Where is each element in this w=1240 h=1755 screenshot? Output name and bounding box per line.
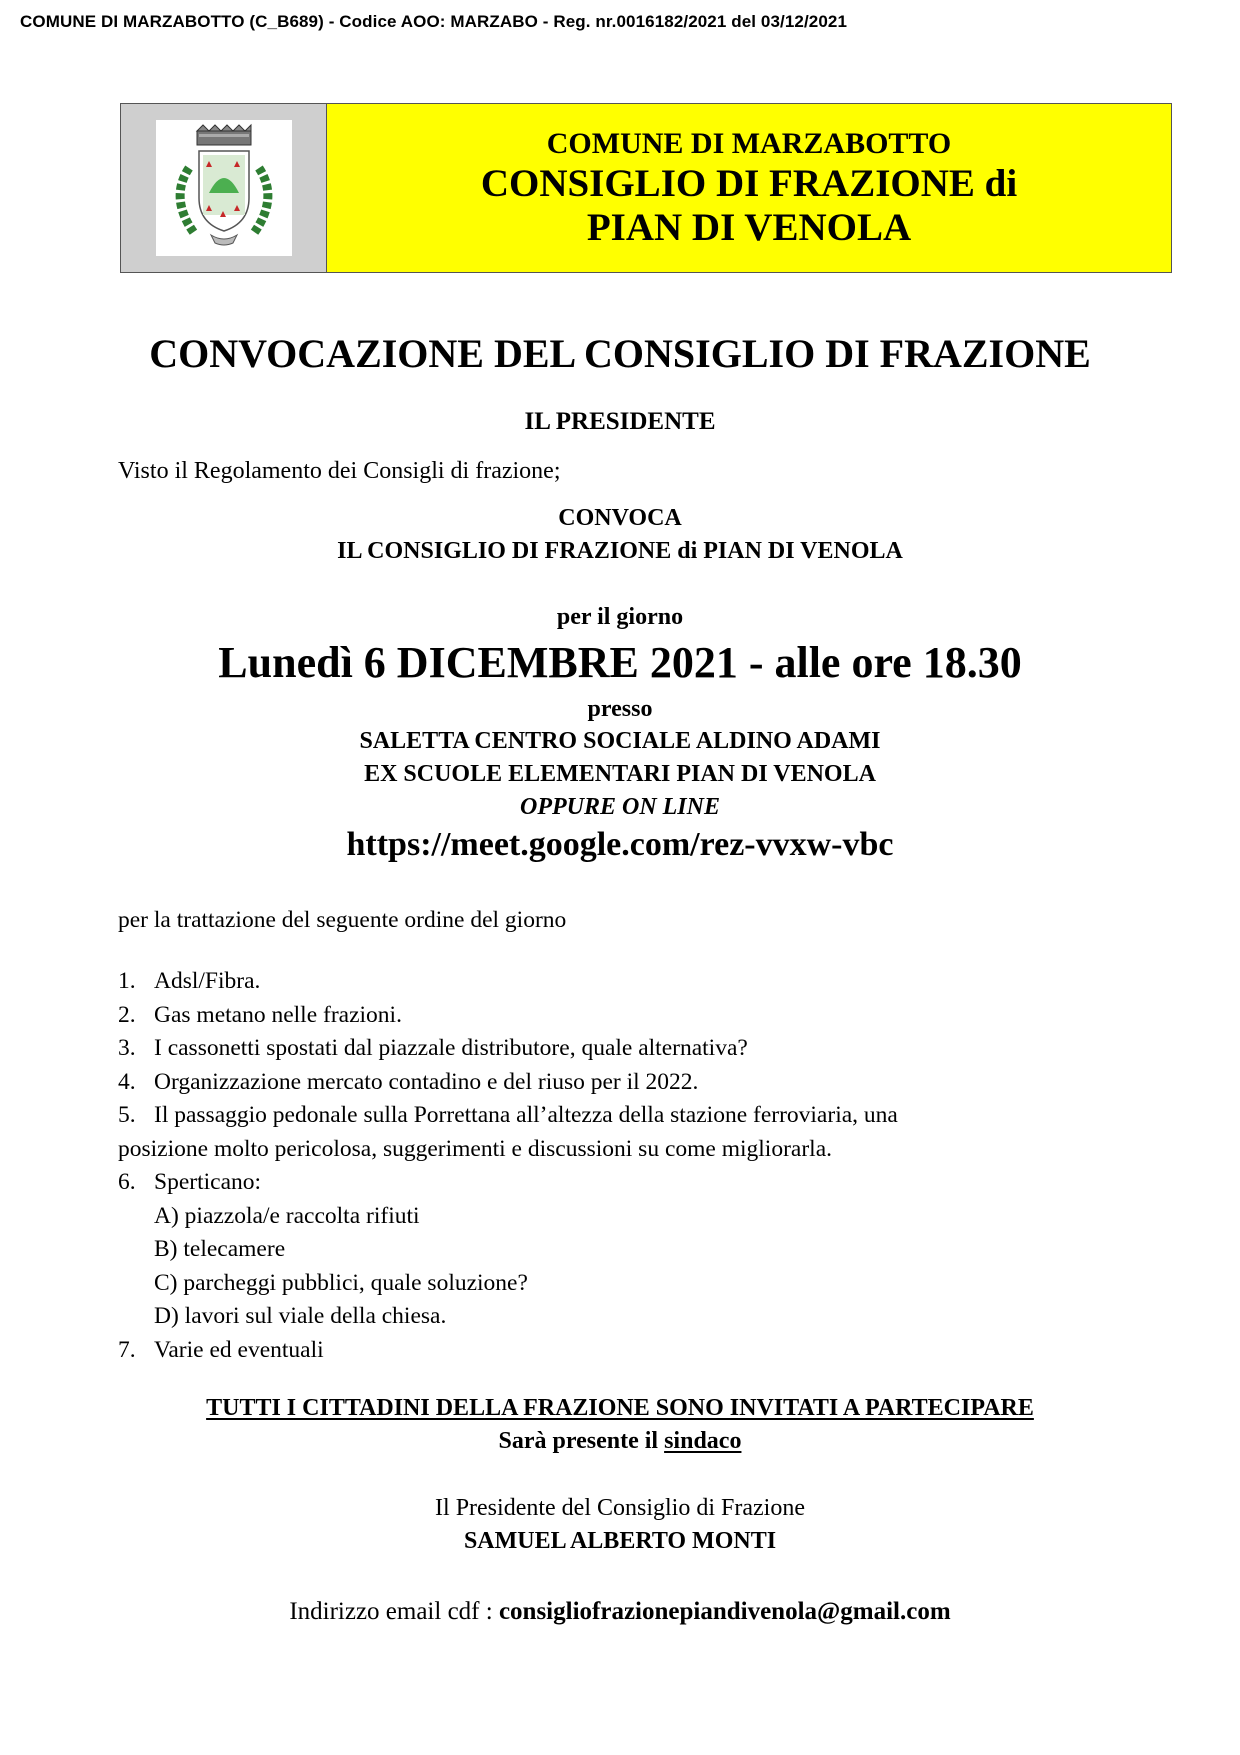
mayor-word: sindaco xyxy=(664,1428,742,1454)
venue-line-1: SALETTA CENTRO SOCIALE ALDINO ADAMI xyxy=(359,728,881,754)
visto-line: Visto il Regolamento dei Consigli di frazione; xyxy=(118,458,561,484)
list-item: 5. Il passaggio pedonale sulla Porrettana all’altezza della stazione ferroviaria, una xyxy=(118,1102,898,1128)
list-item: 3. I cassonetti spostati dal piazzale distributore, quale alternativa? xyxy=(118,1035,748,1061)
email-address[interactable]: consigliofrazionepiandivenola@gmail.com xyxy=(498,1598,951,1625)
sub-list-item: C) parcheggi pubblici, quale soluzione? xyxy=(154,1269,528,1296)
sub-list-item: D) lavori sul viale della chiesa. xyxy=(154,1303,447,1329)
convoca-heading: CONVOCA xyxy=(558,505,682,531)
venue-line-2: EX SCUOLE ELEMENTARI PIAN DI VENOLA xyxy=(364,761,876,787)
per-il-giorno: per il giorno xyxy=(556,604,684,630)
list-item: 7. Varie ed eventuali xyxy=(118,1336,324,1363)
email-line: Indirizzo email cdf : consigliofrazionepiandivenola@gmail.com xyxy=(289,1598,951,1625)
list-item: 4. Organizzazione mercato contadino e del riuso per il 2022. xyxy=(118,1068,699,1095)
letterhead-municipality: COMUNE DI MARZABOTTO xyxy=(546,127,952,160)
president-heading: IL PRESIDENTE xyxy=(524,408,716,435)
signature-title: Il Presidente del Consiglio di Frazione xyxy=(435,1495,805,1521)
letterhead-locality: PIAN DI VENOLA xyxy=(586,206,912,249)
agenda-list xyxy=(118,965,1118,1367)
list-item: 2. Gas metano nelle frazioni. xyxy=(118,1001,402,1028)
signature-name: SAMUEL ALBERTO MONTI xyxy=(463,1528,777,1554)
online-label: OPPURE ON LINE xyxy=(519,794,720,820)
list-item: 1. Adsl/Fibra. xyxy=(118,968,261,994)
letterhead xyxy=(120,103,1172,273)
sub-list-item: B) telecamere xyxy=(154,1236,286,1262)
mayor-line: Sarà presente il sindaco xyxy=(498,1428,742,1454)
convoca-target: IL CONSIGLIO DI FRAZIONE di PIAN DI VENOLA xyxy=(337,538,903,564)
list-item: 6. Sperticano: xyxy=(118,1169,262,1195)
invite-line: TUTTI I CITTADINI DELLA FRAZIONE SONO INVITATI A PARTECIPARE xyxy=(206,1395,1034,1421)
municipal-crest-icon xyxy=(156,120,292,256)
protocol-header: COMUNE DI MARZABOTTO (C_B689) - Codice AOO: MARZABO - Reg. nr.0016182/2021 del 03/12/2021 xyxy=(20,12,848,31)
agenda-intro: per la trattazione del seguente ordine del giorno xyxy=(118,907,567,933)
letterhead-title xyxy=(327,104,1171,272)
main-title: CONVOCAZIONE DEL CONSIGLIO DI FRAZIONE xyxy=(149,331,1091,376)
list-item-continuation: posizione molto pericolosa, suggerimenti e discussioni su come migliorarla. xyxy=(118,1135,832,1162)
meeting-date-time: Lunedì 6 DICEMBRE 2021 - alle ore 18.30 xyxy=(218,638,1022,687)
crest-cell xyxy=(121,104,327,272)
meet-link[interactable]: https://meet.google.com/rez-vvxw-vbc xyxy=(346,826,894,863)
sub-list-item: A) piazzola/e raccolta rifiuti xyxy=(154,1202,420,1229)
presso-label: presso xyxy=(587,696,653,722)
letterhead-council: CONSIGLIO DI FRAZIONE di xyxy=(480,162,1018,205)
